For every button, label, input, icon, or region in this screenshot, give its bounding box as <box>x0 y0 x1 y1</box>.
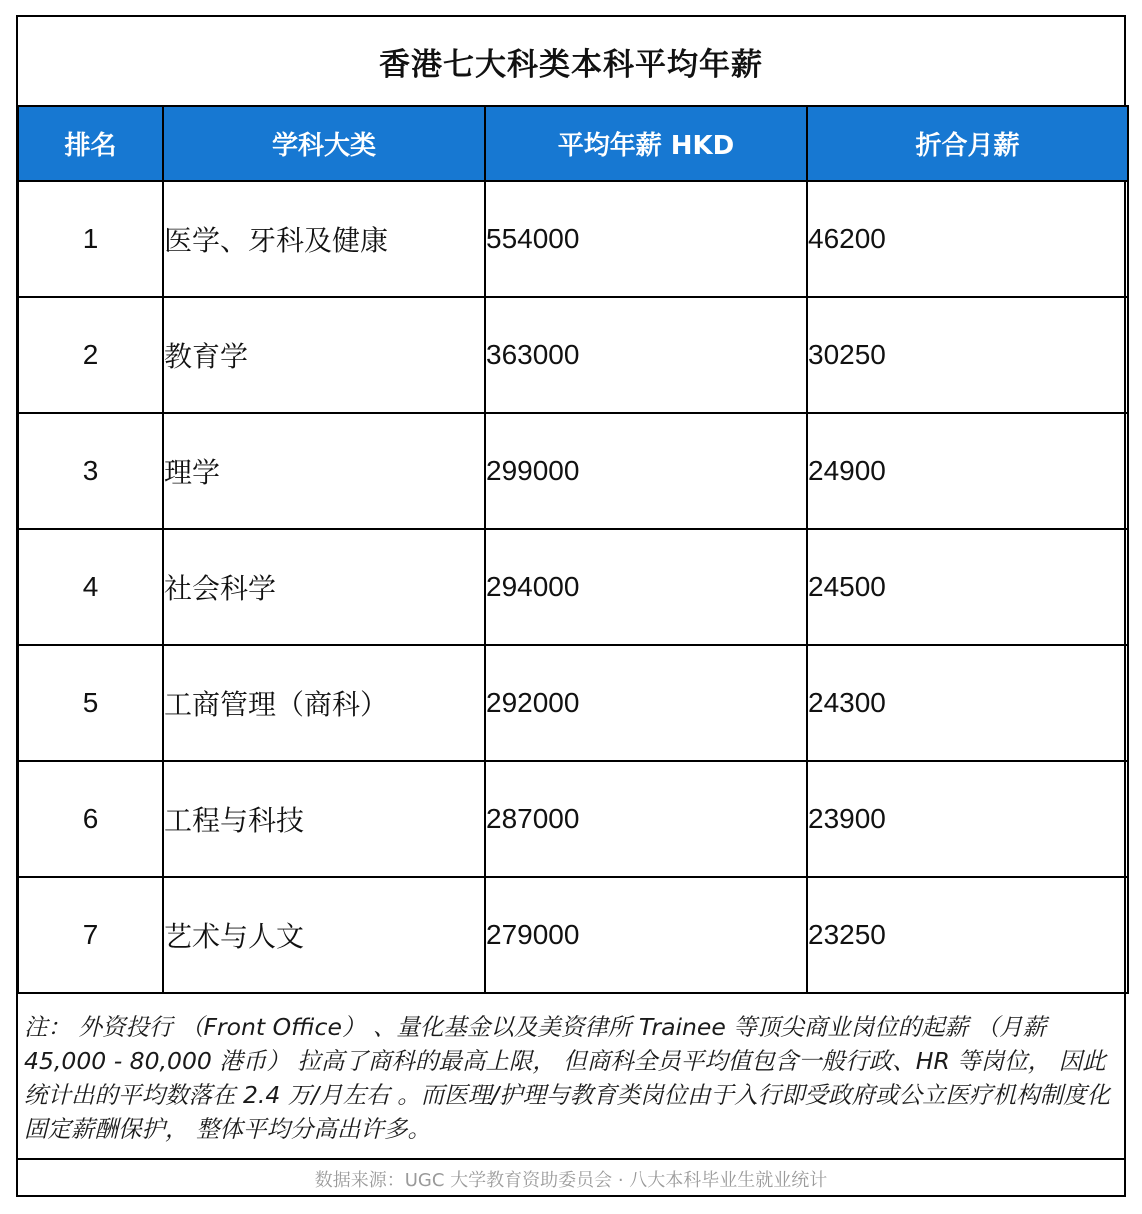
monthly-salary-cell: 46200 <box>807 181 1128 297</box>
table-row <box>18 877 1128 993</box>
annual-salary-cell: 279000 <box>485 877 807 993</box>
annual-salary-cell: 292000 <box>485 645 807 761</box>
table-row <box>18 413 1128 529</box>
rank-cell: 1 <box>18 181 163 297</box>
category-cell: 理学 <box>163 413 485 529</box>
header-category: 学科大类 <box>163 106 485 181</box>
header-rank: 排名 <box>18 106 163 181</box>
category-cell: 艺术与人文 <box>163 877 485 993</box>
monthly-salary-cell: 23250 <box>807 877 1128 993</box>
annual-salary-cell: 287000 <box>485 761 807 877</box>
category-cell: 医学、牙科及健康 <box>163 181 485 297</box>
monthly-salary-cell: 24900 <box>807 413 1128 529</box>
rank-cell: 6 <box>18 761 163 877</box>
rank-cell: 2 <box>18 297 163 413</box>
monthly-salary-cell: 23900 <box>807 761 1128 877</box>
header-monthly-salary: 折合月薪 <box>807 106 1128 181</box>
header-row <box>18 106 1128 181</box>
footnote: 注： 外资投行 （Front Office） 、量化基金以及美资律所 Trainee 等顶尖商业岗位的起薪 （月薪 45,000 - 80,000 港币） 拉高了商科的最高上限， 但商科全员平均值包含一般行政、HR 等岗位， 因此统计出的平均数落在 2.4 万/月左右 。而医理/护理与教育类岗位由于入行即受政府或公立医疗机构制度化固定薪酬保护， 整体平均分高出许多。 <box>18 990 1124 1160</box>
category-cell: 工商管理（商科） <box>163 645 485 761</box>
table-row <box>18 181 1128 297</box>
data-source: 数据来源：UGC 大学教育资助委员会 · 八大本科毕业生就业统计 <box>314 1169 828 1191</box>
annual-salary-cell: 554000 <box>485 181 807 297</box>
annual-salary-cell: 363000 <box>485 297 807 413</box>
rank-cell: 5 <box>18 645 163 761</box>
table-frame <box>16 15 1126 1197</box>
monthly-salary-cell: 24300 <box>807 645 1128 761</box>
rank-cell: 7 <box>18 877 163 993</box>
rank-cell: 3 <box>18 413 163 529</box>
table-row <box>18 529 1128 645</box>
table-row <box>18 645 1128 761</box>
table-row <box>18 297 1128 413</box>
category-cell: 教育学 <box>163 297 485 413</box>
annual-salary-cell: 299000 <box>485 413 807 529</box>
table-row <box>18 761 1128 877</box>
category-cell: 工程与科技 <box>163 761 485 877</box>
rank-cell: 4 <box>18 529 163 645</box>
salary-table <box>17 105 1129 994</box>
monthly-salary-cell: 24500 <box>807 529 1128 645</box>
annual-salary-cell: 294000 <box>485 529 807 645</box>
monthly-salary-cell: 30250 <box>807 297 1128 413</box>
header-annual-salary: 平均年薪 HKD <box>485 106 807 181</box>
table-title: 香港七大科类本科平均年薪 <box>379 46 763 83</box>
category-cell: 社会科学 <box>163 529 485 645</box>
